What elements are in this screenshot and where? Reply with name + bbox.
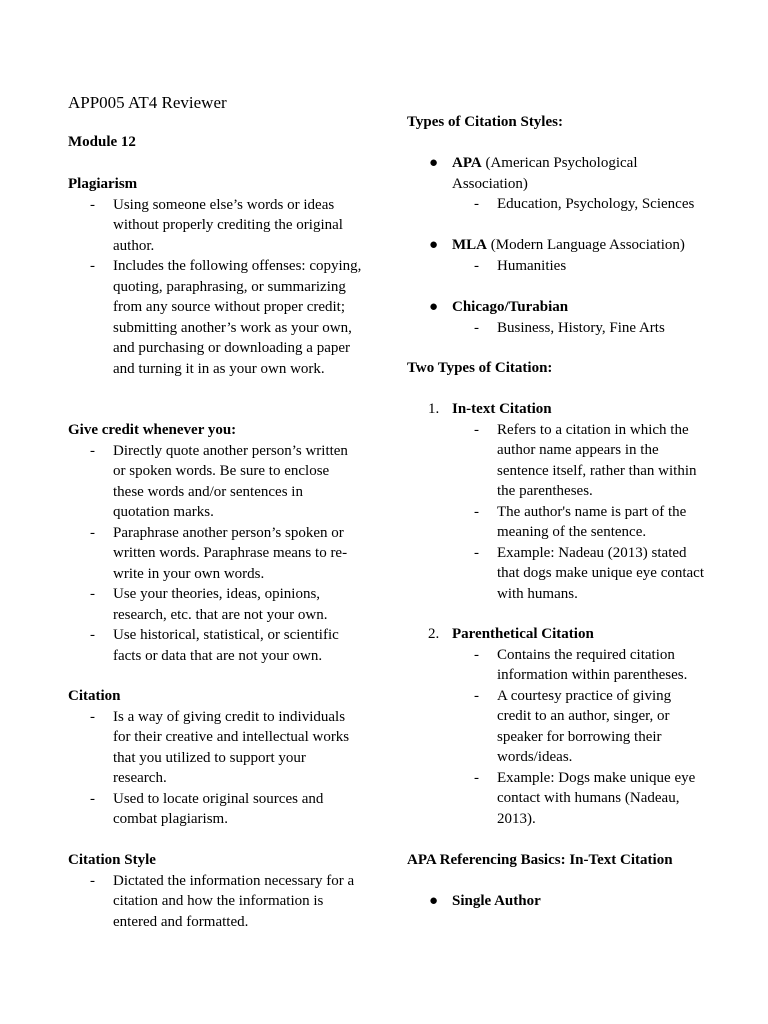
single-author-item	[407, 891, 707, 912]
intext-list	[407, 420, 707, 605]
list-item: - Used to locate original sources and combat plagiarism.	[113, 789, 358, 830]
bullet-icon: ●	[429, 155, 439, 171]
two-types-heading: Two Types of Citation:	[407, 360, 553, 376]
mla-style-item	[407, 235, 707, 276]
list-item: - A courtesy practice of giving credit to an author, singer, or speaker for borrowing their words/ideas.	[497, 686, 702, 768]
item-number: 2.	[428, 626, 440, 642]
citation-section	[68, 686, 358, 830]
parenthetical-citation-item	[407, 624, 707, 829]
plagiarism-section	[68, 174, 368, 379]
list-item: - Is a way of giving credit to individuals for their creative and intellectual works that you utilized to support your research.	[113, 707, 358, 789]
module-heading: Module 12	[68, 134, 136, 150]
single-author-label: Single Author	[452, 893, 541, 909]
list-item: - Use your theories, ideas, opinions, research, etc. that are not your own.	[113, 584, 358, 625]
list-item: - Dictated the information necessary for a citation and how the information is entered and formatted.	[113, 871, 363, 933]
list-item: - Example: Nadeau (2013) stated that dogs make unique eye contact with humans.	[497, 543, 707, 605]
style-name: APA	[452, 155, 482, 171]
citation-heading: Citation	[68, 688, 121, 704]
list-item: - Contains the required citation information within parentheses.	[497, 645, 702, 686]
plagiarism-list	[68, 195, 368, 380]
intext-citation-item	[407, 399, 707, 604]
chicago-fields-list	[407, 318, 707, 339]
chicago-style-item	[407, 297, 707, 338]
citation-style-list	[68, 871, 363, 933]
citation-list	[68, 707, 358, 830]
apa-style-item	[407, 153, 707, 215]
list-item: - Example: Dogs make unique eye contact with humans (Nadeau, 2013).	[497, 768, 702, 830]
bullet-icon: ●	[429, 299, 439, 315]
citation-type-name: In-text Citation	[452, 401, 552, 417]
list-item: - Business, History, Fine Arts	[497, 318, 707, 339]
list-item: - Refers to a citation in which the author name appears in the sentence itself, rather than within the parentheses.	[497, 420, 707, 502]
apa-basics-heading: APA Referencing Basics: In-Text Citation	[407, 852, 673, 868]
style-name: Chicago/Turabian	[452, 299, 569, 315]
parenthetical-list	[407, 645, 702, 830]
style-name: MLA	[452, 237, 487, 253]
give-credit-heading: Give credit whenever you:	[68, 422, 237, 438]
give-credit-list	[68, 441, 358, 667]
types-styles-heading: Types of Citation Styles:	[407, 114, 563, 130]
list-item: - Directly quote another person’s written or spoken words. Be sure to enclose these words and/or sentences in quotation marks.	[113, 441, 358, 523]
give-credit-section	[68, 420, 358, 666]
apa-fields-list	[407, 194, 707, 215]
list-item: - Includes the following offenses: copying, quoting, paraphrasing, or summarizing from any source without proper credit; submitting another’s work as your own, and purchasing or downloading a paper and turning it in as your own work.	[113, 256, 368, 379]
list-item: - Using someone else’s words or ideas without properly crediting the original author.	[113, 195, 368, 257]
list-item: - Use historical, statistical, or scientific facts or data that are not your own.	[113, 625, 358, 666]
style-desc: (American Psychological Association)	[452, 155, 638, 192]
item-number: 1.	[428, 401, 440, 417]
list-item: - The author's name is part of the meaning of the sentence.	[497, 502, 707, 543]
bullet-icon: ●	[429, 237, 439, 253]
citation-style-section	[68, 850, 363, 932]
document-title: APP005 AT4 Reviewer	[68, 93, 227, 112]
list-item: - Humanities	[497, 256, 707, 277]
plagiarism-heading: Plagiarism	[68, 176, 138, 192]
citation-type-name: Parenthetical Citation	[452, 626, 594, 642]
list-item: - Paraphrase another person’s spoken or written words. Paraphrase means to re-write in your own words.	[113, 523, 358, 585]
bullet-icon: ●	[429, 893, 439, 909]
list-item: - Education, Psychology, Sciences	[497, 194, 707, 215]
mla-fields-list	[407, 256, 707, 277]
citation-style-heading: Citation Style	[68, 852, 156, 868]
style-desc: (Modern Language Association)	[487, 237, 685, 253]
